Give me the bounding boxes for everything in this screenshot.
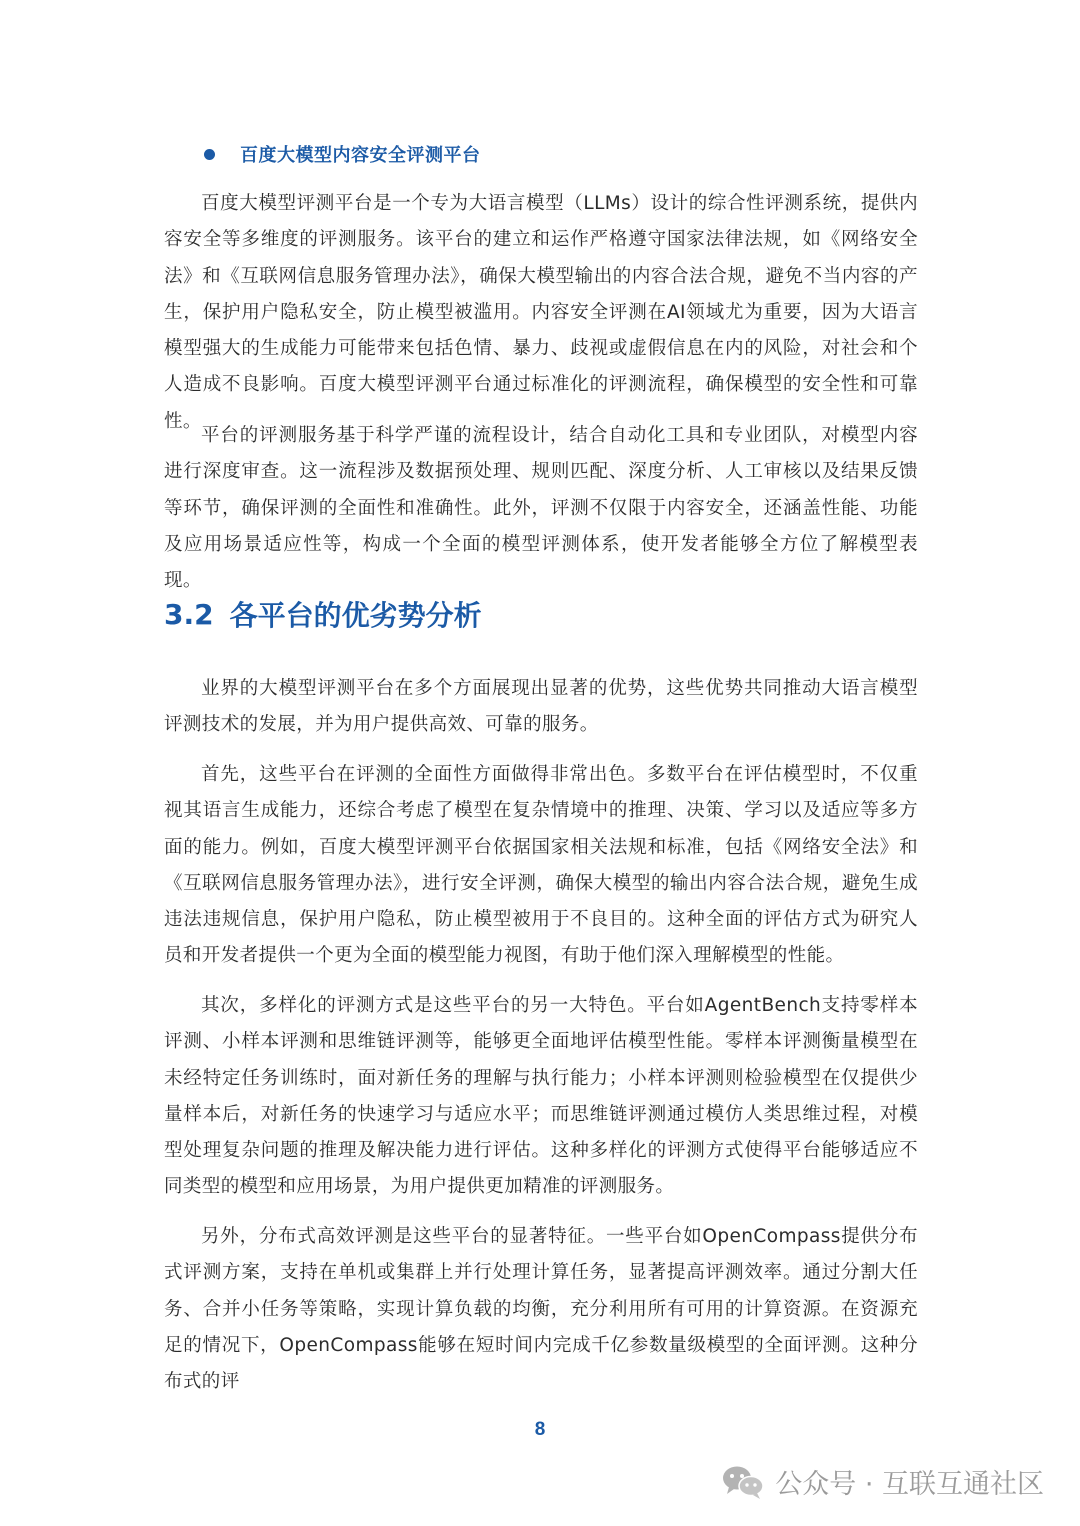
paragraph: 业界的大模型评测平台在多个方面展现出显著的优势，这些优势共同推动大语言模型评测技术的发展，并为用户提供高效、可靠的服务。 (164, 678, 918, 736)
paragraph: 平台的评测服务基于科学严谨的流程设计，结合自动化工具和专业团队，对模型内容进行深度审查。这一流程涉及数据预处理、规则匹配、深度分析、人工审核以及结果反馈等环节，确保评测的全面性和准确性。此外，评测不仅限于内容安全，还涵盖性能、功能及应用场景适应性等，构成一个全面的模型评测体系，使开发者能够全方位了解模型表现。 (164, 425, 918, 592)
bullet-heading (204, 137, 481, 171)
watermark-text: 公众号 · 互联互通社区 (775, 1469, 1044, 1500)
page-number: 8 (534, 1419, 546, 1440)
section-title: 各平台的优劣势分析 (229, 599, 482, 632)
paragraph: 其次，多样化的评测方式是这些平台的另一大特色。平台如AgentBench支持零样本评测、小样本评测和思维链评测等，能够更全面地评估模型性能。零样本评测衡量模型在未经特定任务训练时，面对新任务的理解与执行能力；小样本评测则检验模型在仅提供少量样本后，对新任务的快速学习与适应水平；而思维链评测通过模仿人类思维过程，对模型处理复杂问题的推理及解决能力进行评估。这种多样化的评测方式使得平台能够适应不同类型的模型和应用场景，为用户提供更加精准的评测服务。 (164, 995, 918, 1198)
paragraph: 另外，分布式高效评测是这些平台的显著特征。一些平台如OpenCompass提供分布式评测方案，支持在单机或集群上并行处理计算任务，显著提高评测效率。通过分割大任务、合并小任务等策略，实现计算负载的均衡，充分利用所有可用的计算资源。在资源充足的情况下，OpenCompass能够在短时间内完成千亿参数量级模型的全面评测。这种分布式的评 (164, 1226, 918, 1393)
bullet-heading-text: 百度大模型内容安全评测平台 (240, 145, 481, 166)
paragraph: 首先，这些平台在评测的全面性方面做得非常出色。多数平台在评估模型时，不仅重视其语言生成能力，还综合考虑了模型在复杂情境中的推理、决策、学习以及适应等多方面的能力。例如，百度大模型评测平台依据国家相关法规和标准，包括《网络安全法》和《互联网信息服务管理办法》，进行安全评测，确保大模型的输出内容合法合规，避免生成违法违规信息，保护用户隐私，防止模型被用于不良目的。这种全面的评估方式为研究人员和开发者提供一个更为全面的模型能力视图，有助于他们深入理解模型的性能。 (164, 764, 918, 967)
wechat-icon (721, 1464, 765, 1500)
paragraph: 百度大模型评测平台是一个专为大语言模型（LLMs）设计的综合性评测系统，提供内容安全等多维度的评测服务。该平台的建立和运作严格遵守国家法律法规，如《网络安全法》和《互联网信息服务管理办法》，确保大模型输出的内容合法合规，避免不当内容的产生，保护用户隐私安全，防止模型被滥用。内容安全评测在AI领域尤为重要，因为大语言模型强大的生成能力可能带来包括色情、暴力、歧视或虚假信息在内的风险，对社会和个人造成不良影响。百度大模型评测平台通过标准化的评测流程，确保模型的安全性和可靠性。 (164, 193, 918, 432)
section-heading (164, 589, 482, 639)
bullet-dot-icon (204, 149, 215, 160)
section-number: 3.2 (164, 597, 214, 631)
watermark (721, 1462, 1044, 1501)
